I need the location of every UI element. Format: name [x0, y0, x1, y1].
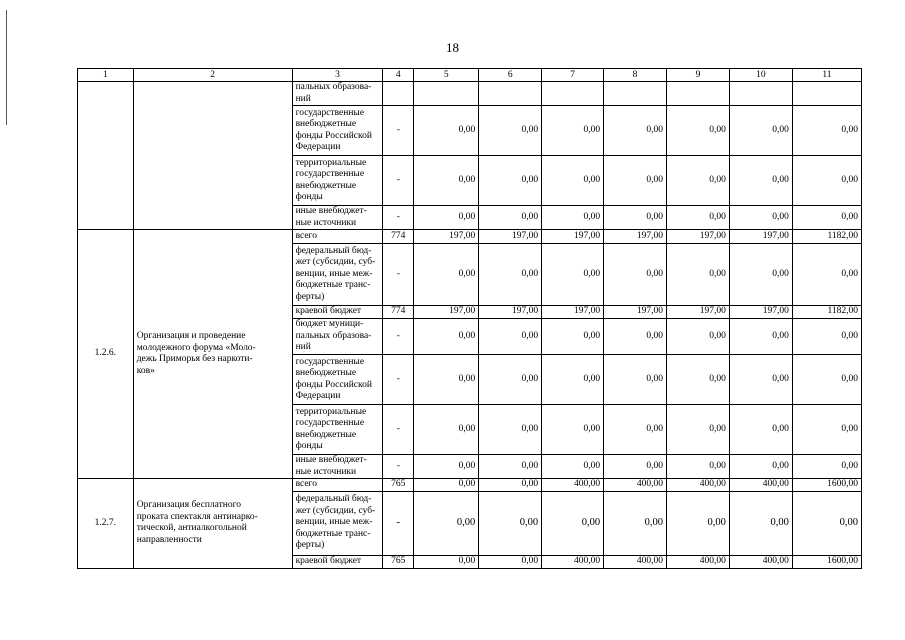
- amount-cell: 0,00: [729, 355, 792, 405]
- amount-cell: [479, 82, 542, 106]
- amount-cell: 0,00: [729, 156, 792, 206]
- amount-cell: 400,00: [729, 479, 792, 492]
- table-body: [78, 82, 862, 569]
- amount-cell: 0,00: [479, 491, 542, 555]
- amount-cell: 0,00: [479, 106, 542, 156]
- funding-source: краевой бюджет: [292, 555, 383, 568]
- budget-code: 774: [383, 306, 414, 319]
- amount-cell: 400,00: [666, 555, 729, 568]
- amount-cell: 0,00: [666, 106, 729, 156]
- budget-code: -: [383, 405, 414, 455]
- amount-cell: 0,00: [414, 106, 479, 156]
- amount-cell: 1600,00: [792, 555, 861, 568]
- item-number: 1.2.6.: [78, 230, 134, 479]
- amount-cell: [604, 82, 667, 106]
- amount-cell: 0,00: [604, 244, 667, 306]
- amount-cell: 0,00: [414, 156, 479, 206]
- item-number: 1.2.7.: [78, 479, 134, 569]
- amount-cell: 0,00: [729, 405, 792, 455]
- budget-code: -: [383, 156, 414, 206]
- budget-code: -: [383, 319, 414, 355]
- amount-cell: 0,00: [542, 491, 604, 555]
- amount-cell: 197,00: [729, 230, 792, 244]
- amount-cell: 197,00: [729, 306, 792, 319]
- amount-cell: 0,00: [479, 455, 542, 479]
- amount-cell: 0,00: [729, 491, 792, 555]
- amount-cell: 0,00: [414, 479, 479, 492]
- amount-cell: 400,00: [604, 555, 667, 568]
- amount-cell: 0,00: [542, 156, 604, 206]
- amount-cell: 0,00: [729, 106, 792, 156]
- column-number: 11: [792, 69, 861, 82]
- amount-cell: 0,00: [414, 206, 479, 230]
- amount-cell: 0,00: [414, 244, 479, 306]
- amount-cell: 0,00: [666, 355, 729, 405]
- table-header: [78, 69, 862, 82]
- amount-cell: 197,00: [542, 306, 604, 319]
- amount-cell: 0,00: [792, 455, 861, 479]
- funding-source: федеральный бюд- жет (субсидии, суб- венции, иные меж- бюджетные транс- ферты): [292, 244, 383, 306]
- amount-cell: 0,00: [604, 156, 667, 206]
- amount-cell: 0,00: [542, 455, 604, 479]
- amount-cell: 197,00: [479, 306, 542, 319]
- budget-table: [77, 68, 862, 569]
- funding-source: федеральный бюд- жет (субсидии, суб- венции, иные меж- бюджетные транс- ферты): [292, 491, 383, 555]
- amount-cell: 0,00: [792, 206, 861, 230]
- amount-cell: 0,00: [479, 355, 542, 405]
- amount-cell: 0,00: [414, 405, 479, 455]
- column-number: 1: [78, 69, 134, 82]
- page-number: 18: [446, 40, 459, 55]
- amount-cell: 0,00: [792, 355, 861, 405]
- amount-cell: [792, 82, 861, 106]
- amount-cell: 0,00: [414, 555, 479, 568]
- amount-cell: 197,00: [479, 230, 542, 244]
- amount-cell: 0,00: [479, 479, 542, 492]
- amount-cell: 0,00: [479, 405, 542, 455]
- amount-cell: 0,00: [666, 405, 729, 455]
- amount-cell: 400,00: [542, 555, 604, 568]
- funding-source: государственные внебюджетные фонды Российской Федерации: [292, 355, 383, 405]
- column-number-row: [78, 69, 862, 82]
- amount-cell: 0,00: [414, 355, 479, 405]
- amount-cell: [666, 82, 729, 106]
- amount-cell: 0,00: [792, 405, 861, 455]
- amount-cell: 0,00: [729, 319, 792, 355]
- amount-cell: 0,00: [542, 106, 604, 156]
- amount-cell: 0,00: [604, 106, 667, 156]
- funding-source: иные внебюджет- ные источники: [292, 206, 383, 230]
- amount-cell: 400,00: [729, 555, 792, 568]
- budget-code: 765: [383, 555, 414, 568]
- budget-code: -: [383, 106, 414, 156]
- amount-cell: 0,00: [666, 319, 729, 355]
- column-number: 8: [604, 69, 667, 82]
- amount-cell: 0,00: [604, 206, 667, 230]
- budget-code: -: [383, 244, 414, 306]
- amount-cell: 197,00: [604, 306, 667, 319]
- amount-cell: 0,00: [414, 319, 479, 355]
- amount-cell: 0,00: [479, 555, 542, 568]
- amount-cell: 197,00: [414, 230, 479, 244]
- amount-cell: 400,00: [604, 479, 667, 492]
- column-number: 7: [542, 69, 604, 82]
- budget-code: -: [383, 491, 414, 555]
- item-title: Организация бесплатного проката спектакля антинарко- тической, антиалкогольной направленности: [133, 479, 292, 569]
- amount-cell: 400,00: [542, 479, 604, 492]
- funding-source: государственные внебюджетные фонды Российской Федерации: [292, 106, 383, 156]
- amount-cell: 0,00: [542, 405, 604, 455]
- amount-cell: 197,00: [542, 230, 604, 244]
- funding-source: территориальные государственные внебюджетные фонды: [292, 156, 383, 206]
- budget-code: 774: [383, 230, 414, 244]
- amount-cell: 0,00: [479, 156, 542, 206]
- column-number: 3: [292, 69, 383, 82]
- column-number: 5: [414, 69, 479, 82]
- amount-cell: 0,00: [792, 156, 861, 206]
- budget-code: -: [383, 455, 414, 479]
- column-number: 6: [479, 69, 542, 82]
- amount-cell: 400,00: [666, 479, 729, 492]
- amount-cell: [414, 82, 479, 106]
- amount-cell: 0,00: [666, 244, 729, 306]
- column-number: 2: [133, 69, 292, 82]
- amount-cell: 1182,00: [792, 230, 861, 244]
- amount-cell: [542, 82, 604, 106]
- funding-source: иные внебюджет- ные источники: [292, 455, 383, 479]
- amount-cell: 0,00: [792, 244, 861, 306]
- item-number: [78, 82, 134, 230]
- amount-cell: 0,00: [542, 206, 604, 230]
- budget-code: -: [383, 206, 414, 230]
- item-title: [133, 82, 292, 230]
- amount-cell: 0,00: [604, 355, 667, 405]
- amount-cell: 197,00: [414, 306, 479, 319]
- amount-cell: 0,00: [604, 319, 667, 355]
- amount-cell: [729, 82, 792, 106]
- amount-cell: 0,00: [792, 106, 861, 156]
- amount-cell: 0,00: [666, 206, 729, 230]
- budget-code: [383, 82, 414, 106]
- amount-cell: 0,00: [666, 455, 729, 479]
- amount-cell: 0,00: [729, 244, 792, 306]
- amount-cell: 0,00: [414, 455, 479, 479]
- funding-source: бюджет муници- пальных образова- ний: [292, 319, 383, 355]
- amount-cell: 0,00: [792, 319, 861, 355]
- budget-code: -: [383, 355, 414, 405]
- amount-cell: 0,00: [479, 206, 542, 230]
- amount-cell: 0,00: [729, 206, 792, 230]
- amount-cell: 0,00: [604, 405, 667, 455]
- amount-cell: 0,00: [729, 455, 792, 479]
- item-title: Организация и проведение молодежного форума «Моло- дежь Приморья без наркоти- ков»: [133, 230, 292, 479]
- funding-source: территориальные государственные внебюджетные фонды: [292, 405, 383, 455]
- amount-cell: 0,00: [542, 319, 604, 355]
- column-number: 4: [383, 69, 414, 82]
- funding-source: пальных образова- ний: [292, 82, 383, 106]
- budget-code: 765: [383, 479, 414, 492]
- amount-cell: 197,00: [666, 306, 729, 319]
- amount-cell: 0,00: [414, 491, 479, 555]
- amount-cell: 0,00: [666, 156, 729, 206]
- funding-source: всего: [292, 230, 383, 244]
- amount-cell: 197,00: [604, 230, 667, 244]
- funding-source: краевой бюджет: [292, 306, 383, 319]
- amount-cell: 197,00: [666, 230, 729, 244]
- amount-cell: 0,00: [479, 244, 542, 306]
- amount-cell: 0,00: [479, 319, 542, 355]
- amount-cell: 1600,00: [792, 479, 861, 492]
- column-number: 9: [666, 69, 729, 82]
- amount-cell: 0,00: [542, 244, 604, 306]
- amount-cell: 0,00: [666, 491, 729, 555]
- amount-cell: 0,00: [604, 455, 667, 479]
- table-row: [78, 230, 862, 244]
- amount-cell: 0,00: [792, 491, 861, 555]
- funding-source: всего: [292, 479, 383, 492]
- page-edge-mark: [6, 10, 7, 125]
- column-number: 10: [729, 69, 792, 82]
- amount-cell: 0,00: [542, 355, 604, 405]
- table-row: [78, 479, 862, 492]
- amount-cell: 1182,00: [792, 306, 861, 319]
- amount-cell: 0,00: [604, 491, 667, 555]
- table-row: [78, 82, 862, 106]
